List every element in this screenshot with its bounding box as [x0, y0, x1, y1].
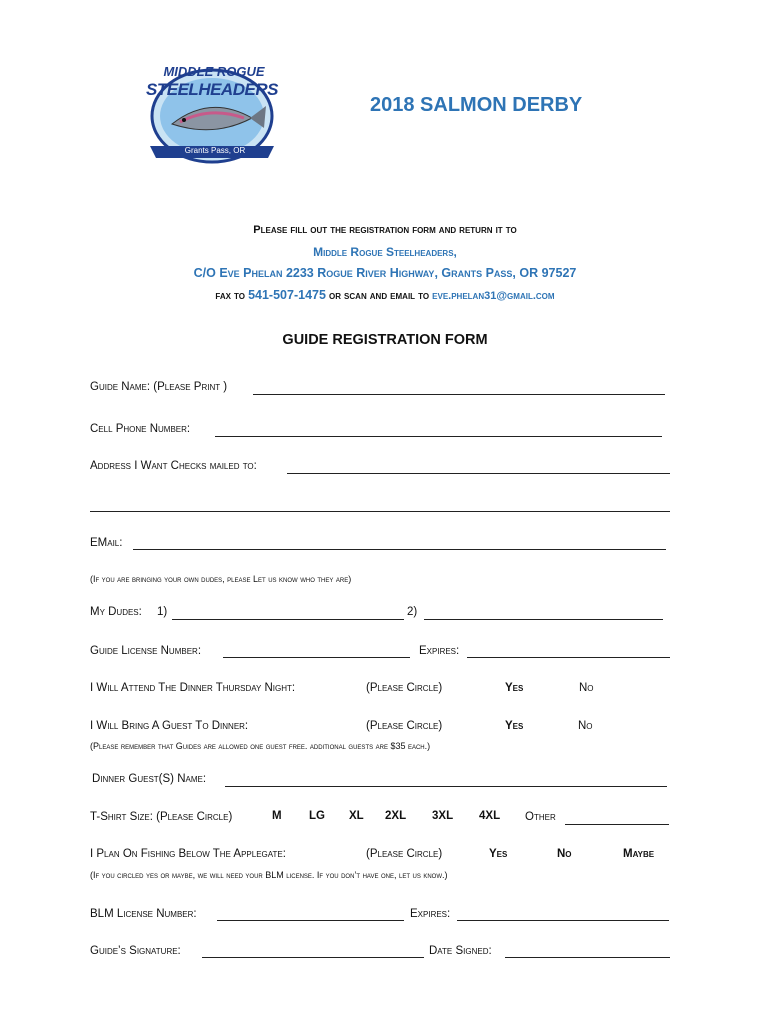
intro-contact	[0, 288, 770, 302]
license-expires-field[interactable]	[467, 657, 670, 658]
guest-yes-option[interactable]: Yes	[505, 720, 524, 732]
blm-expires-field[interactable]	[457, 920, 669, 921]
blm-label: BLM License Number:	[90, 908, 197, 920]
intro-instruction: Please fill out the registration form and return it to	[253, 224, 517, 236]
dinner-label: I Will Attend The Dinner Thursday Night:	[90, 682, 296, 694]
logo-line2: STEELHEADERS	[146, 80, 278, 99]
address-field[interactable]	[287, 473, 670, 474]
email-field[interactable]	[133, 549, 666, 550]
applegate-please-circle: (Please Circle)	[366, 848, 443, 860]
size-other-option[interactable]: Other	[525, 811, 556, 823]
size-m-option[interactable]: M	[272, 810, 282, 822]
dude-2-field[interactable]	[424, 619, 663, 620]
guest-please-circle: (Please Circle)	[366, 720, 443, 732]
guide-name-field[interactable]	[253, 394, 665, 395]
license-expires-label: Expires:	[419, 645, 460, 657]
applegate-label: I Plan On Fishing Below The Applegate:	[90, 848, 286, 860]
cell-phone-label: Cell Phone Number:	[90, 423, 191, 435]
size-4xl-option[interactable]: 4XL	[479, 810, 501, 822]
dude-1-field[interactable]	[172, 619, 404, 620]
tshirt-label: T-Shirt Size: (Please Circle)	[90, 811, 233, 823]
contact-email[interactable]: eve.phelan31@gmail.com	[432, 290, 555, 302]
address-label: Address I Want Checks mailed to:	[90, 460, 257, 472]
logo-ribbon-text: Grants Pass, OR	[184, 146, 246, 155]
signature-field[interactable]	[202, 957, 424, 958]
fax-middle: or scan and email to	[329, 290, 430, 302]
dinner-please-circle: (Please Circle)	[366, 682, 443, 694]
address-field-line2[interactable]	[90, 511, 670, 512]
signature-label: Guide’s Signature:	[90, 945, 181, 957]
guest-note: (Please remember that Guides are allowed one guest free. additional guests are $35 each.)	[90, 741, 431, 751]
guest-names-field[interactable]	[225, 786, 667, 787]
dinner-no-option[interactable]: No	[579, 682, 594, 694]
guide-name-label: Guide Name: (Please Print )	[90, 381, 228, 393]
date-signed-label: Date Signed:	[429, 945, 492, 957]
page-title: 2018 SALMON DERBY	[370, 94, 583, 116]
dude-1-label: 1)	[157, 606, 168, 618]
fax-prefix: fax to	[215, 290, 246, 302]
intro-address: C/O Eve Phelan 2233 Rogue River Highway, Grants Pass, OR 97527	[193, 266, 577, 280]
size-3xl-option[interactable]: 3XL	[432, 810, 454, 822]
guest-no-option[interactable]: No	[578, 720, 593, 732]
blm-note: (If you circled yes or maybe, we will need your BLM license. If you don’t have one, let us know.)	[90, 870, 448, 880]
club-logo	[140, 58, 280, 168]
my-dudes-label: My Dudes:	[90, 606, 142, 618]
size-lg-option[interactable]: LG	[309, 810, 325, 822]
size-other-field[interactable]	[565, 824, 669, 825]
fax-number: 541-507-1475	[248, 288, 326, 302]
dinner-yes-option[interactable]: Yes	[505, 682, 524, 694]
intro-club-name: Middle Rogue Steelheaders,	[313, 245, 457, 259]
cell-phone-field[interactable]	[215, 436, 662, 437]
size-xl-option[interactable]: XL	[349, 810, 364, 822]
email-label: EMail:	[90, 537, 123, 549]
applegate-yes-option[interactable]: Yes	[489, 848, 508, 860]
license-label: Guide License Number:	[90, 645, 202, 657]
license-field[interactable]	[223, 657, 410, 658]
logo-line1: MIDDLE ROGUE	[163, 64, 265, 79]
blm-expires-label: Expires:	[410, 908, 451, 920]
size-2xl-option[interactable]: 2XL	[385, 810, 407, 822]
guest-label: I Will Bring A Guest To Dinner:	[90, 720, 249, 732]
guest-names-label: Dinner Guest(S) Name:	[92, 773, 207, 785]
applegate-no-option[interactable]: No	[557, 848, 572, 860]
dudes-note: (If you are bringing your own dudes, please Let us know who they are)	[90, 574, 352, 584]
form-title: GUIDE REGISTRATION FORM	[282, 332, 488, 348]
date-signed-field[interactable]	[505, 957, 670, 958]
blm-field[interactable]	[217, 920, 404, 921]
applegate-maybe-option[interactable]: Maybe	[623, 848, 655, 860]
dude-2-label: 2)	[407, 606, 418, 618]
